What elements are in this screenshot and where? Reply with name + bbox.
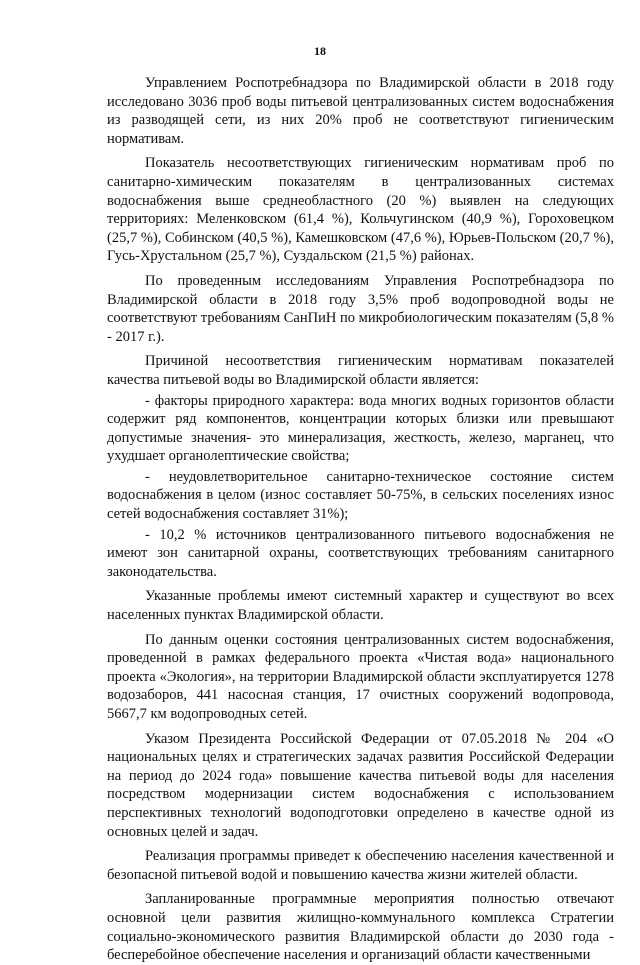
paragraph-presidential-decree: Указом Президента Российской Федерации от 07.05.2018 № 204 «О национальных целях и стратегических задачах развития Российской Федерации на период до 2024 года» повышение качества питьевой воды для населения посредством модернизации систем водоснабжения с использованием перспективных технологий водоподготовки определено в качестве одной из основных целей и задач. xyxy=(107,730,614,840)
list-item-sanitary-zones: - 10,2 % источников централизованного питьевого водоснабжения не имеют зон санитарной охраны, соответствующих требованиям санитарного законодательства. xyxy=(107,526,614,580)
paragraph-chemical-indicators: Показатель несоответствующих гигиеническим нормативам проб по санитарно-химическим показателям в централизованных системах водоснабжения выше среднеобластного (20 %) выявлен на следующих территориях: Меленковском (61,4 %), Кольчугинском (40,9 %), Гороховецком (25,7 %), Собинском (40,5 %), Камешковском (47,6 %), Юрьев-Польском (20,7 %), Гусь-Хрустальном (25,7 %), Суздальском (21,5 %) районах. xyxy=(107,155,614,265)
list-item-natural-factors: - факторы природного характера: вода многих водных горизонтов области содержит ряд компонентов, концентрации которых близки или превышают допустимые значения- это минерализация, жесткость, железо, марганец, что ухудшает органолептические свойства; xyxy=(107,392,614,465)
page-number: 18 xyxy=(314,44,326,58)
paragraph-planned-measures: Запланированные программные мероприятия полностью отвечают основной цели развития жилищно-коммунального комплекса Стратегии социально-экономического развития Владимирской области до 2030 года - бесперебойное обеспечение населения и организаций области качественными xyxy=(107,891,614,964)
document-body xyxy=(107,74,614,965)
paragraph-program-result: Реализация программы приведет к обеспечению населения качественной и безопасной питьевой водой и повышению качества жизни жителей области. xyxy=(107,848,614,883)
paragraph-microbiological: По проведенным исследованиям Управления Роспотребнадзора по Владимирской области в 2018 году 3,5% проб водопроводной воды не соответствуют требованиям СанПиН по микробиологическим показателям (5,8 % - 2017 г.). xyxy=(107,272,614,345)
paragraph-systemic-problems: Указанные проблемы имеют системный характер и существуют во всех населенных пунктах Владимирской области. xyxy=(107,588,614,624)
paragraph-causes-intro: Причиной несоответствия гигиеническим нормативам показателей качества питьевой воды во Владимирской области является: xyxy=(107,353,614,388)
list-item-technical-state: - неудовлетворительное санитарно-техническое состояние систем водоснабжения в целом (износ составляет 50-75%, в сельских поселениях износ сетей водоснабжения составляет 31%); xyxy=(107,468,614,523)
paragraph-water-samples: Управлением Роспотребнадзора по Владимирской области в 2018 году исследовано 3036 проб воды питьевой централизованных систем водоснабжения из разводящей сети, из них 20% проб не соответствуют гигиеническим нормативам. xyxy=(107,75,614,147)
paragraph-clean-water-project: По данным оценки состояния централизованных систем водоснабжения, проведенной в рамках федерального проекта «Чистая вода» национального проекта «Экология», на территории Владимирской области эксплуатируется 1278 водозаборов, 441 насосная станция, 17 очистных сооружений водопровода, 5667,7 км водопроводных сетей. xyxy=(107,631,614,722)
